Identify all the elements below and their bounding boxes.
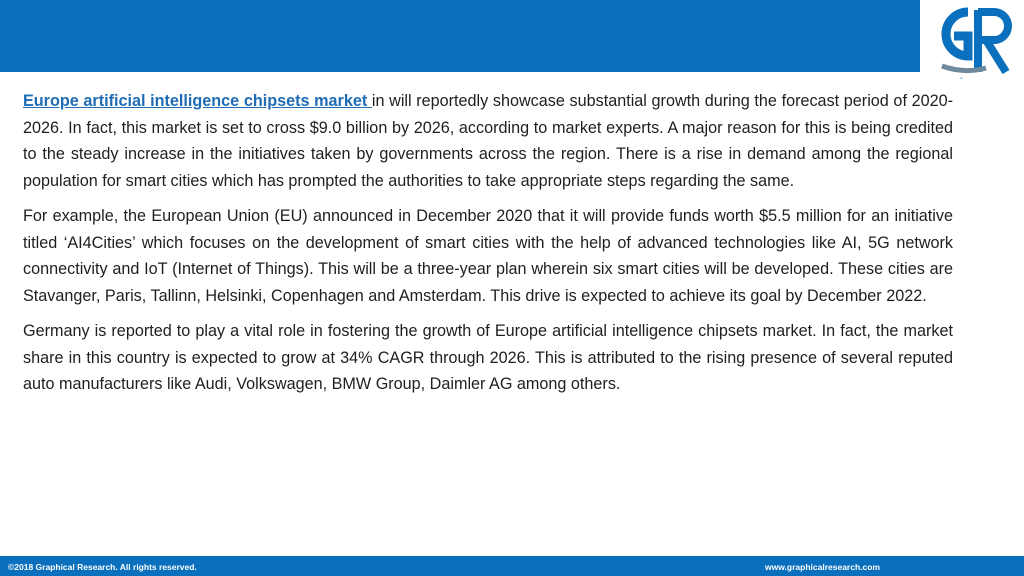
header-bar	[0, 0, 1024, 72]
footer-bar	[0, 556, 1024, 576]
footer-website-link[interactable]: www.graphicalresearch.com	[765, 562, 880, 572]
company-logo[interactable]	[920, 0, 1024, 80]
market-report-link[interactable]: Europe artificial intelligence chipsets market	[23, 92, 372, 110]
svg-text:GR: GR	[960, 78, 963, 80]
article-content	[23, 88, 953, 407]
gr-logo-icon	[920, 0, 1024, 80]
paragraph-2: For example, the European Union (EU) announced in December 2020 that it will provide funds worth $5.5 million for an initiative titled ‘AI4Cities’ which focuses on the development of smart cities with the help of advanced technologies like AI, 5G network connectivity and IoT (Internet of Things). This will be a three-year plan wherein six smart cities will be developed. These cities are Stavanger, Paris, Tallinn, Helsinki, Copenhagen and Amsterdam. This drive is expected to achieve its goal by December 2022.	[23, 207, 953, 305]
paragraph-1-text: in will reportedly showcase substantial growth during the forecast period of 2020-2026. In fact, this market is set to cross $9.0 billion by 2026, according to market experts. A major reason for this is being credited to the steady increase in the initiatives taken by governments across the region. There is a rise in demand among the regional population for smart cities which has prompted the authorities to take appropriate steps regarding the same.	[23, 92, 953, 190]
footer-copyright: ©2018 Graphical Research. All rights reserved.	[8, 562, 197, 572]
paragraph-3: Germany is reported to play a vital role in fostering the growth of Europe artificial intelligence chipsets market. In fact, the market share in this country is expected to grow at 34% CAGR through 2026. This is attributed to the rising presence of several reputed auto manufacturers like Audi, Volkswagen, BMW Group, Daimler AG among others.	[23, 322, 953, 393]
paragraph-1	[23, 88, 953, 194]
